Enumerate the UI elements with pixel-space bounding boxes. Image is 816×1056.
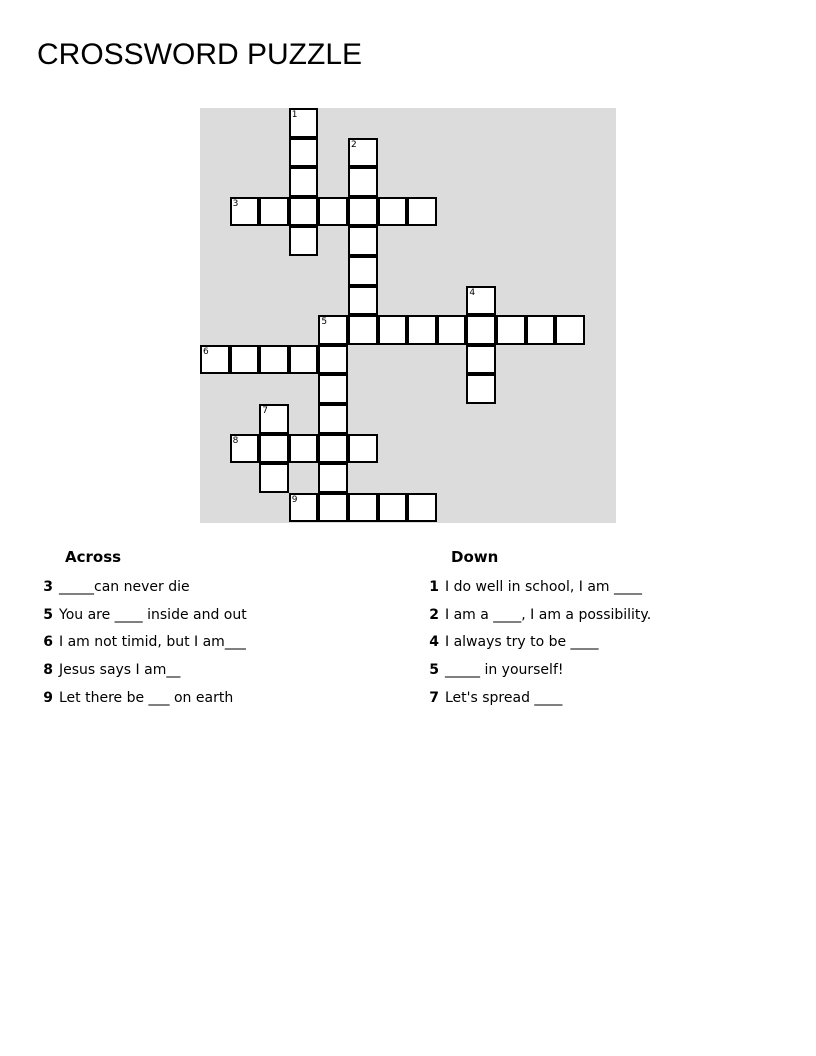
crossword-cell[interactable]	[407, 315, 437, 345]
crossword-cell[interactable]	[348, 286, 378, 316]
crossword-cell[interactable]	[200, 345, 230, 375]
cell-number: 1	[291, 110, 298, 120]
crossword-cell[interactable]	[289, 138, 319, 168]
crossword-cell[interactable]	[348, 493, 378, 523]
crossword-cell[interactable]	[378, 315, 408, 345]
clue-text: _____can never die	[59, 579, 190, 595]
clue-across-3	[40, 577, 380, 605]
page-title: CROSSWORD PUZZLE	[37, 38, 363, 71]
clue-across-9	[40, 688, 380, 716]
clue-down-5	[426, 660, 786, 688]
crossword-cell[interactable]	[348, 226, 378, 256]
crossword-cell[interactable]	[259, 463, 289, 493]
clue-down-7	[426, 688, 786, 716]
crossword-cell[interactable]	[466, 286, 496, 316]
crossword-cell[interactable]	[318, 345, 348, 375]
crossword-cell[interactable]	[230, 345, 260, 375]
clue-across-6	[40, 632, 380, 660]
clue-text: Jesus says I am__	[59, 662, 181, 679]
crossword-cell[interactable]	[496, 315, 526, 345]
clue-across-8	[40, 660, 380, 688]
clue-text: I am a ____, I am a possibility.	[445, 606, 652, 623]
clue-text: You are ____ inside and out	[59, 606, 247, 623]
crossword-cell[interactable]	[289, 108, 319, 138]
crossword-grid	[200, 108, 616, 523]
crossword-cell[interactable]	[230, 197, 260, 227]
crossword-cell[interactable]	[259, 434, 289, 464]
clue-text: Let there be ___ on earth	[59, 689, 234, 706]
crossword-cell[interactable]	[466, 345, 496, 375]
down-heading: Down	[451, 548, 499, 566]
crossword-cell[interactable]	[378, 493, 408, 523]
clue-number: 5	[43, 606, 53, 623]
clue-text: I do well in school, I am ____	[445, 579, 643, 595]
crossword-cell[interactable]	[289, 197, 319, 227]
crossword-cell[interactable]	[466, 315, 496, 345]
cell-number: 9	[291, 494, 298, 505]
across-heading: Across	[65, 548, 122, 566]
crossword-cell[interactable]	[318, 374, 348, 404]
crossword-cell[interactable]	[230, 434, 260, 464]
clue-number: 5	[429, 662, 439, 679]
clue-text: Let's spread ____	[445, 689, 563, 706]
crossword-cell[interactable]	[378, 197, 408, 227]
clue-down-4	[426, 632, 786, 660]
clue-number: 8	[43, 662, 53, 679]
clue-number: 2	[429, 606, 439, 623]
crossword-cell[interactable]	[259, 404, 289, 434]
crossword-cell[interactable]	[437, 315, 467, 345]
crossword-cell[interactable]	[348, 167, 378, 197]
cell-number: 2	[351, 139, 357, 150]
crossword-cell[interactable]	[526, 315, 556, 345]
clue-number: 1	[429, 579, 439, 595]
clue-number: 7	[429, 689, 439, 706]
clue-number: 6	[43, 634, 53, 651]
clue-number: 9	[43, 689, 53, 706]
cell-number: 6	[203, 346, 209, 357]
clue-down-1	[426, 577, 786, 605]
clue-text: I am not timid, but I am___	[59, 634, 246, 651]
clue-number: 3	[43, 579, 53, 595]
clue-text: I always try to be ____	[445, 634, 599, 651]
crossword-cell[interactable]	[259, 345, 289, 375]
cell-number: 8	[232, 435, 239, 446]
crossword-cell[interactable]	[466, 374, 496, 404]
crossword-cell[interactable]	[348, 138, 378, 168]
crossword-cell[interactable]	[289, 434, 319, 464]
crossword-cell[interactable]	[318, 493, 348, 523]
crossword-cell[interactable]	[348, 197, 378, 227]
down-clues	[426, 547, 786, 715]
clue-text: _____ in yourself!	[445, 662, 564, 679]
crossword-cell[interactable]	[318, 463, 348, 493]
clue-number: 4	[429, 634, 439, 651]
crossword-cell[interactable]	[259, 197, 289, 227]
cell-number: 7	[262, 406, 268, 416]
crossword-cell[interactable]	[407, 197, 437, 227]
cell-number: 4	[469, 287, 476, 298]
crossword-cell[interactable]	[407, 493, 437, 523]
crossword-cell[interactable]	[348, 315, 378, 345]
crossword-cell[interactable]	[318, 315, 348, 345]
clue-down-2	[426, 605, 786, 633]
crossword-cell[interactable]	[318, 404, 348, 434]
crossword-cell[interactable]	[289, 167, 319, 197]
crossword-cell[interactable]	[289, 345, 319, 375]
clue-across-5	[40, 605, 380, 633]
crossword-cell[interactable]	[348, 256, 378, 286]
crossword-cell[interactable]	[289, 493, 319, 523]
crossword-cell[interactable]	[348, 434, 378, 464]
cell-number: 5	[321, 317, 328, 328]
crossword-cell[interactable]	[555, 315, 585, 345]
crossword-cell[interactable]	[318, 197, 348, 227]
crossword-cell[interactable]	[318, 434, 348, 464]
crossword-cell[interactable]	[289, 226, 319, 256]
cell-number: 3	[232, 198, 239, 209]
across-clues	[40, 547, 380, 715]
